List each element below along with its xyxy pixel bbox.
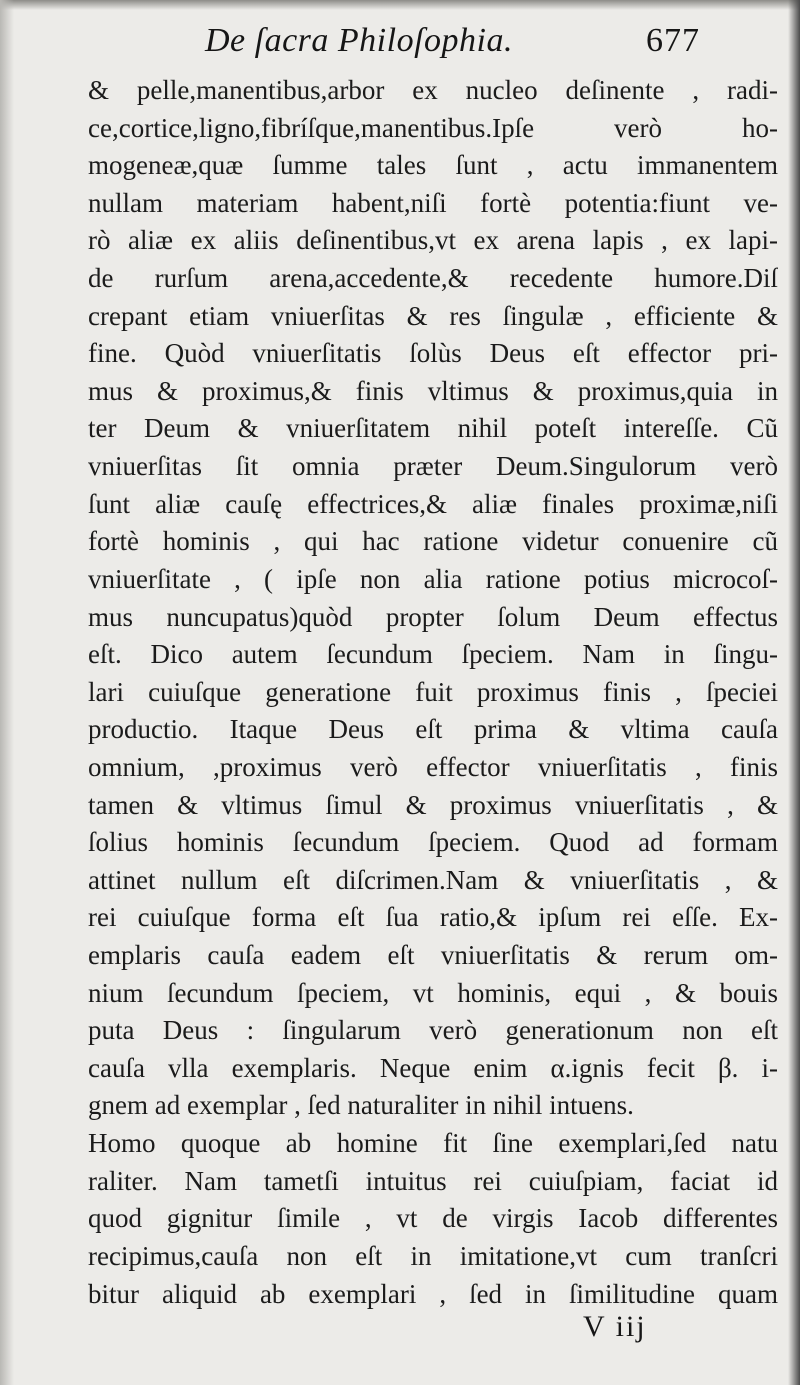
- text-line: mus nuncupatus)quòd propter ſolum Deum effectus: [88, 601, 778, 632]
- text-line: lari cuiuſque generatione fuit proximus finis , ſpeciei: [88, 676, 778, 707]
- page-shadow-right: [788, 0, 800, 1385]
- text-body: [88, 72, 778, 1313]
- page-shadow-left: [0, 0, 14, 1385]
- text-line: mus & proximus,& finis vltimus & proximus,quia in: [88, 375, 778, 406]
- text-line: rei cuiuſque forma eſt ſua ratio,& ipſum rei eſſe. Ex-: [88, 902, 778, 933]
- text-line: fine. Quòd vniuerſitatis ſolùs Deus eſt effector pri-: [88, 338, 778, 369]
- text-line: Homo quoque ab homine fit ſine exemplari,ſed natu: [88, 1128, 778, 1159]
- page-shadow-top: [0, 0, 800, 10]
- signature-mark: V iij: [583, 1310, 647, 1343]
- text-line: crepant etiam vniuerſitas & res ſingulæ , efficiente &: [88, 300, 778, 331]
- text-line: attinet nullum eſt diſcrimen.Nam & vniuerſitatis , &: [88, 864, 778, 895]
- text-line: recipimus,cauſa non eſt in imitatione,vt cum tranſcri: [88, 1240, 778, 1271]
- text-line: ſolius hominis ſecundum ſpeciem. Quod ad formam: [88, 827, 778, 858]
- text-line: emplaris cauſa eadem eſt vniuerſitatis & rerum om-: [88, 940, 778, 971]
- text-line: raliter. Nam tametſi intuitus rei cuiuſpiam, faciat id: [88, 1165, 778, 1196]
- text-line: nullam materiam habent,niſi fortè potentia:fiunt ve-: [88, 187, 778, 218]
- text-line: cauſa vlla exemplaris. Neque enim α.ignis fecit β. i-: [88, 1052, 778, 1083]
- text-line: vniuerſitas ſit omnia præter Deum.Singulorum verò: [88, 451, 778, 482]
- text-line: omnium, ,proximus verò effector vniuerſitatis , finis: [88, 751, 778, 782]
- text-line: fortè hominis , qui hac ratione videtur conuenire cũ: [88, 526, 778, 557]
- text-line: quod gignitur ſimile , vt de virgis Iacob differentes: [88, 1203, 778, 1234]
- text-line: & pelle,manentibus,arbor ex nucleo deſinente , radi-: [88, 75, 778, 105]
- text-line: ter Deum & vniuerſitatem nihil poteſt intereſſe. Cũ: [88, 413, 778, 444]
- text-line: vniuerſitate , ( ipſe non alia ratione potius microcoſ-: [88, 563, 778, 594]
- text-line: tamen & vltimus ſimul & proximus vniuerſitatis , &: [88, 789, 778, 820]
- text-line: eſt. Dico autem ſecundum ſpeciem. Nam in ſingu-: [88, 639, 778, 670]
- page-number: 677: [646, 22, 700, 59]
- text-line: rò aliæ ex aliis deſinentibus,vt ex arena lapis , ex lapi-: [88, 225, 778, 256]
- text-line: ſunt aliæ cauſę effectrices,& aliæ finales proximæ,niſi: [88, 488, 778, 519]
- running-title: De ſacra Philoſophia.: [205, 22, 513, 59]
- text-line: productio. Itaque Deus eſt prima & vltima cauſa: [88, 714, 778, 745]
- text-line: puta Deus : ſingularum verò generationum non eſt: [88, 1015, 778, 1046]
- text-line: de rurſum arena,accedente,& recedente humore.Diſ: [88, 263, 778, 294]
- text-line: bitur aliquid ab exemplari , ſed in ſimilitudine quam: [88, 1278, 778, 1309]
- text-line: mogeneæ,quæ ſumme tales ſunt , actu immanentem: [88, 150, 778, 181]
- text-line: nium ſecundum ſpeciem, vt hominis, equi , & bouis: [88, 977, 778, 1008]
- text-line: gnem ad exemplar , ſed naturaliter in nihil intuens.: [88, 1090, 634, 1121]
- text-line: ce,cortice,ligno,fibríſque,manentibus.Ipſe verò ho-: [88, 112, 778, 143]
